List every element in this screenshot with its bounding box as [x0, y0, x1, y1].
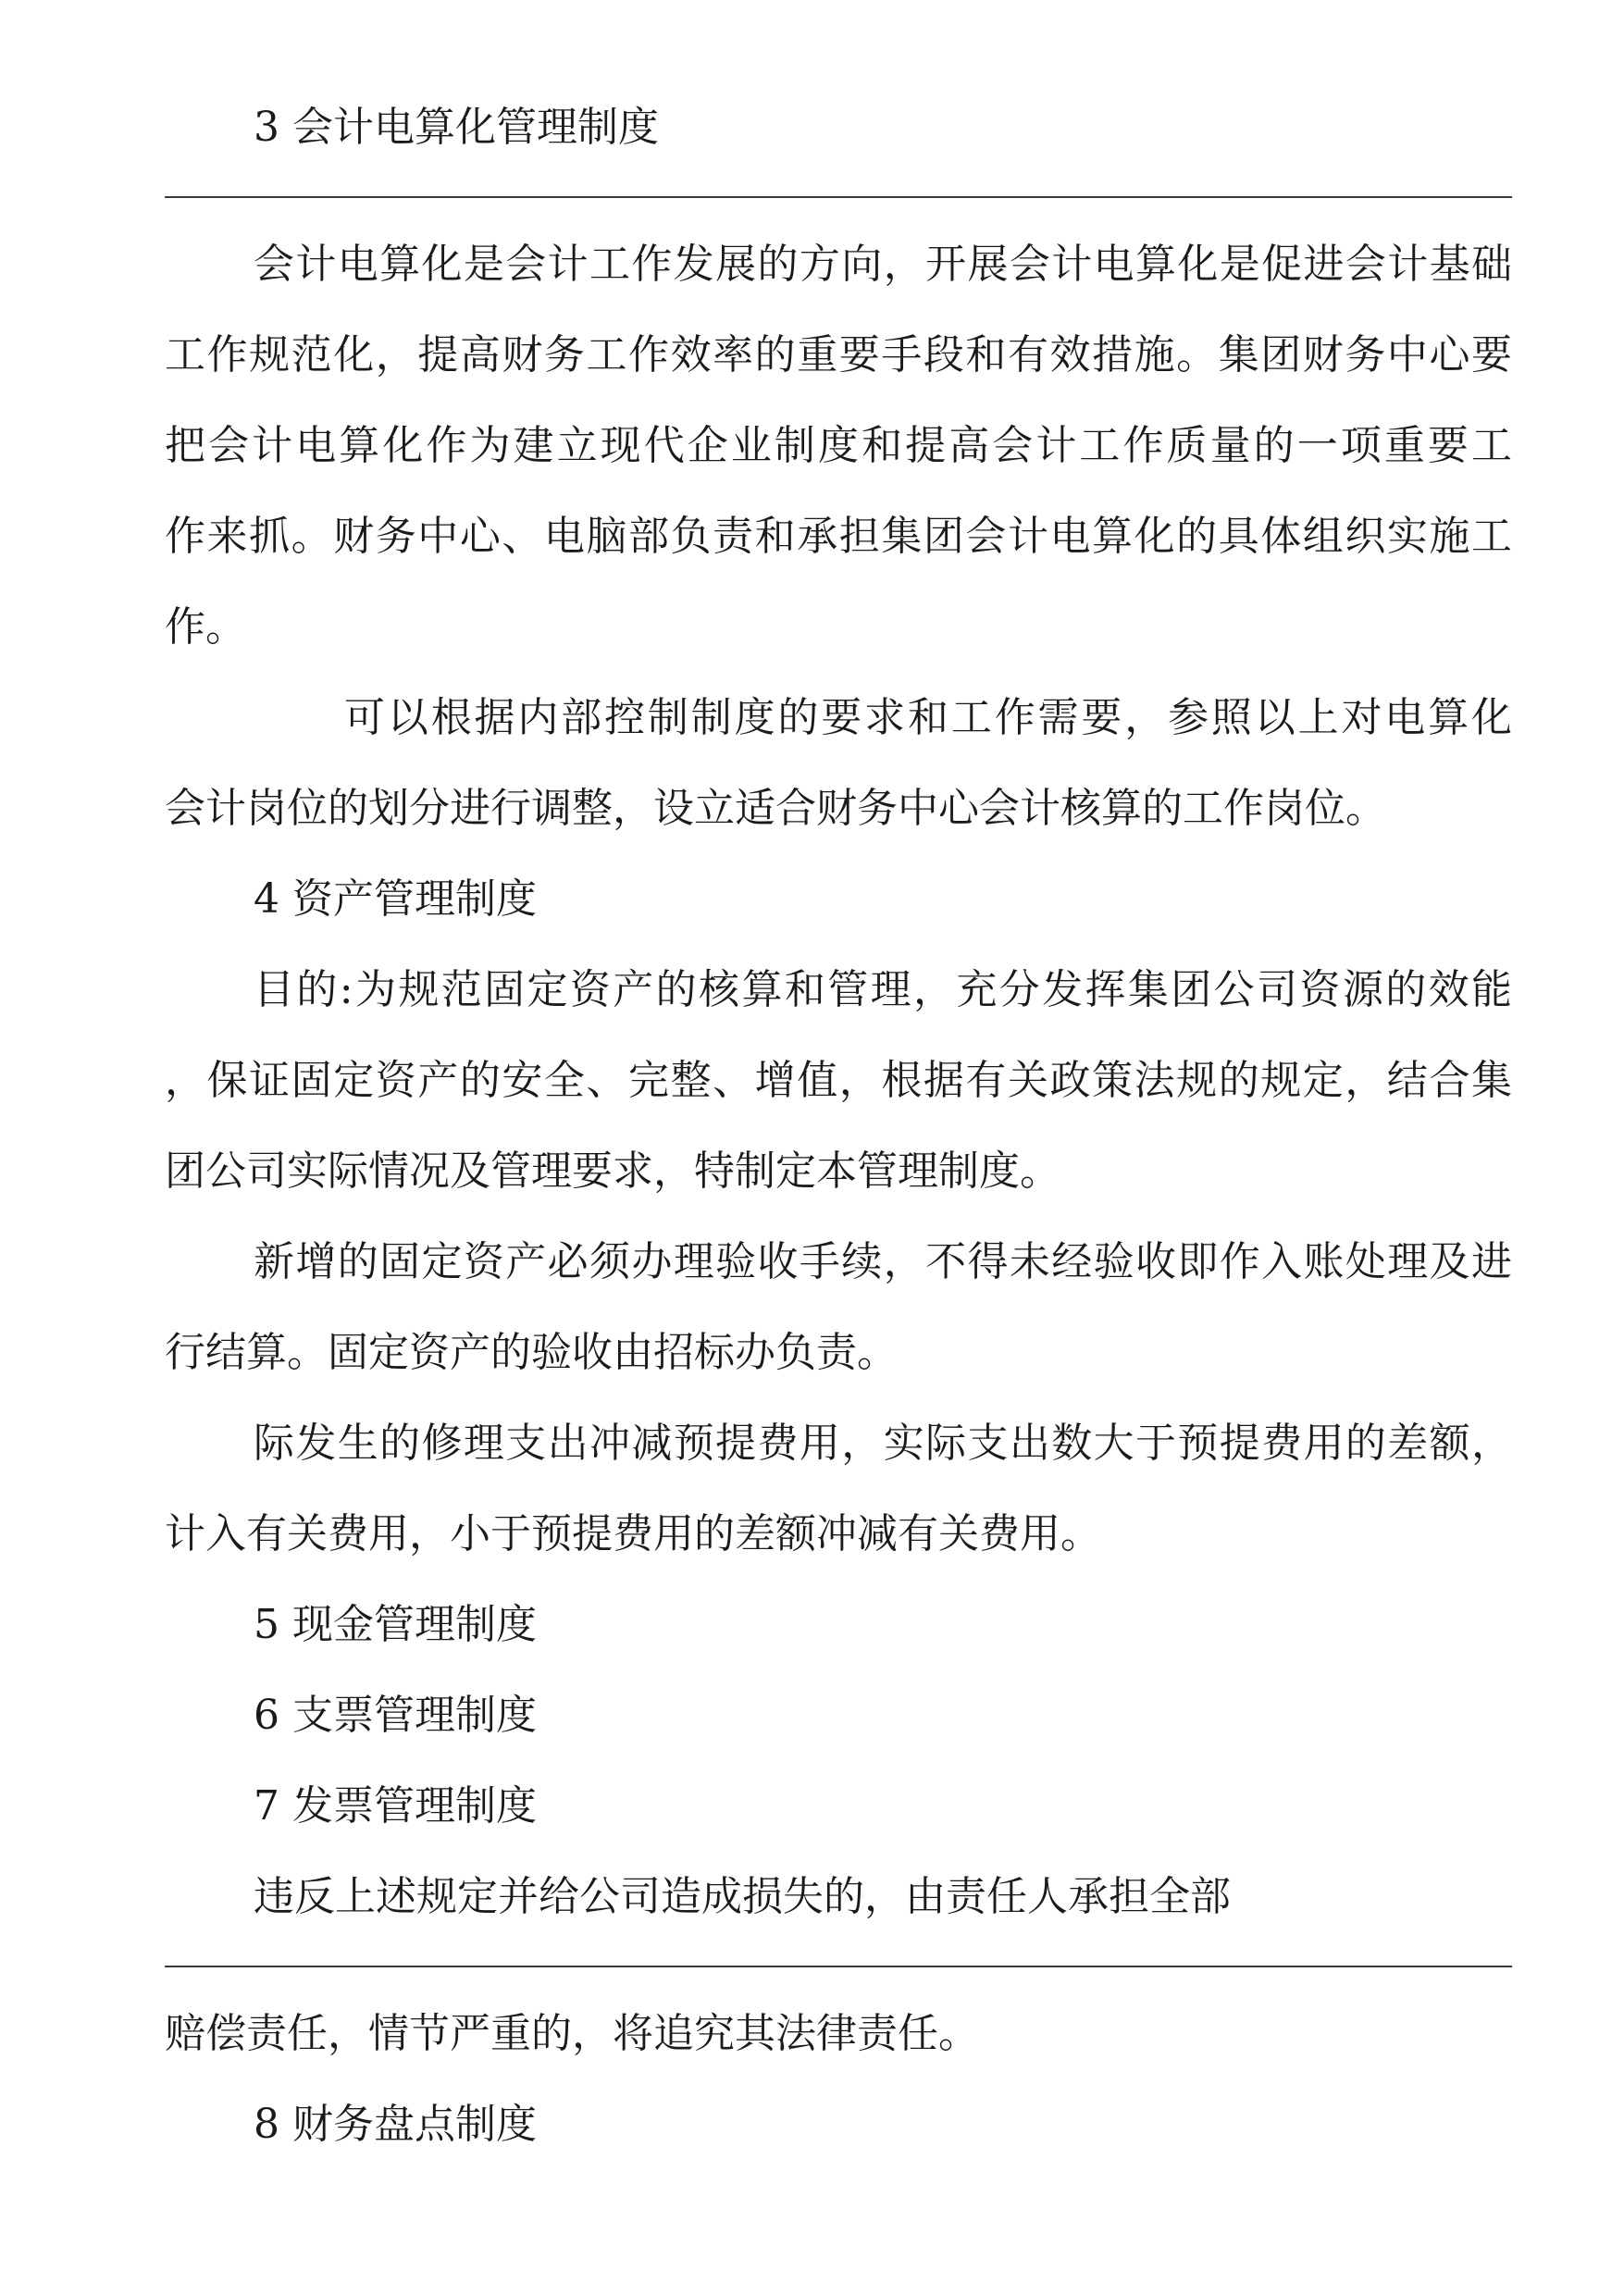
heading-section-6: 6 支票管理制度	[254, 1692, 537, 1739]
paragraph-5-line-1: 际发生的修理支出冲减预提费用，实际支出数大于预提费用的差额，	[254, 1420, 1512, 1467]
paragraph-2-line-1: 可以根据内部控制制度的要求和工作需要，参照以上对电算化	[344, 694, 1512, 741]
paragraph-6-line-2: 赔偿责任，情节严重的，将追究其法律责任。	[165, 2010, 979, 2057]
top-rule	[165, 196, 1512, 198]
paragraph-3-line-1: 目的:为规范固定资产的核算和管理，充分发挥集团公司资源的效能	[254, 966, 1512, 1013]
paragraph-6-line-1: 违反上述规定并给公司造成损失的，由责任人承担全部	[254, 1873, 1231, 1920]
heading-section-4: 4 资产管理制度	[254, 875, 537, 923]
paragraph-2-line-2: 会计岗位的划分进行调整，设立适合财务中心会计核算的工作岗位。	[165, 785, 1386, 832]
paragraph-4-line-1: 新增的固定资产必须办理验收手续，不得未经验收即作入账处理及进	[254, 1238, 1512, 1285]
paragraph-1-line-2: 工作规范化，提高财务工作效率的重要手段和有效措施。集团财务中心要	[165, 331, 1512, 378]
paragraph-1-line-4: 作来抓。财务中心、电脑部负责和承担集团会计电算化的具体组织实施工	[165, 513, 1512, 560]
paragraph-1-line-1: 会计电算化是会计工作发展的方向，开展会计电算化是促进会计基础	[254, 241, 1512, 288]
paragraph-4-line-2: 行结算。固定资产的验收由招标办负责。	[165, 1329, 898, 1376]
paragraph-3-line-2: ，保证固定资产的安全、完整、增值，根据有关政策法规的规定，结合集	[165, 1057, 1512, 1104]
paragraph-1-line-5: 作。	[165, 603, 246, 651]
heading-section-5: 5 现金管理制度	[254, 1601, 537, 1648]
heading-section-8: 8 财务盘点制度	[254, 2101, 537, 2148]
paragraph-3-line-3: 团公司实际情况及管理要求，特制定本管理制度。	[165, 1148, 1060, 1195]
paragraph-1-line-3: 把会计电算化作为建立现代企业制度和提高会计工作质量的一项重要工	[165, 422, 1512, 469]
bottom-rule	[165, 1966, 1512, 1967]
paragraph-5-line-2: 计入有关费用，小于预提费用的差额冲减有关费用。	[165, 1510, 1101, 1557]
heading-section-3: 3 会计电算化管理制度	[254, 104, 659, 151]
heading-section-7: 7 发票管理制度	[254, 1782, 537, 1830]
